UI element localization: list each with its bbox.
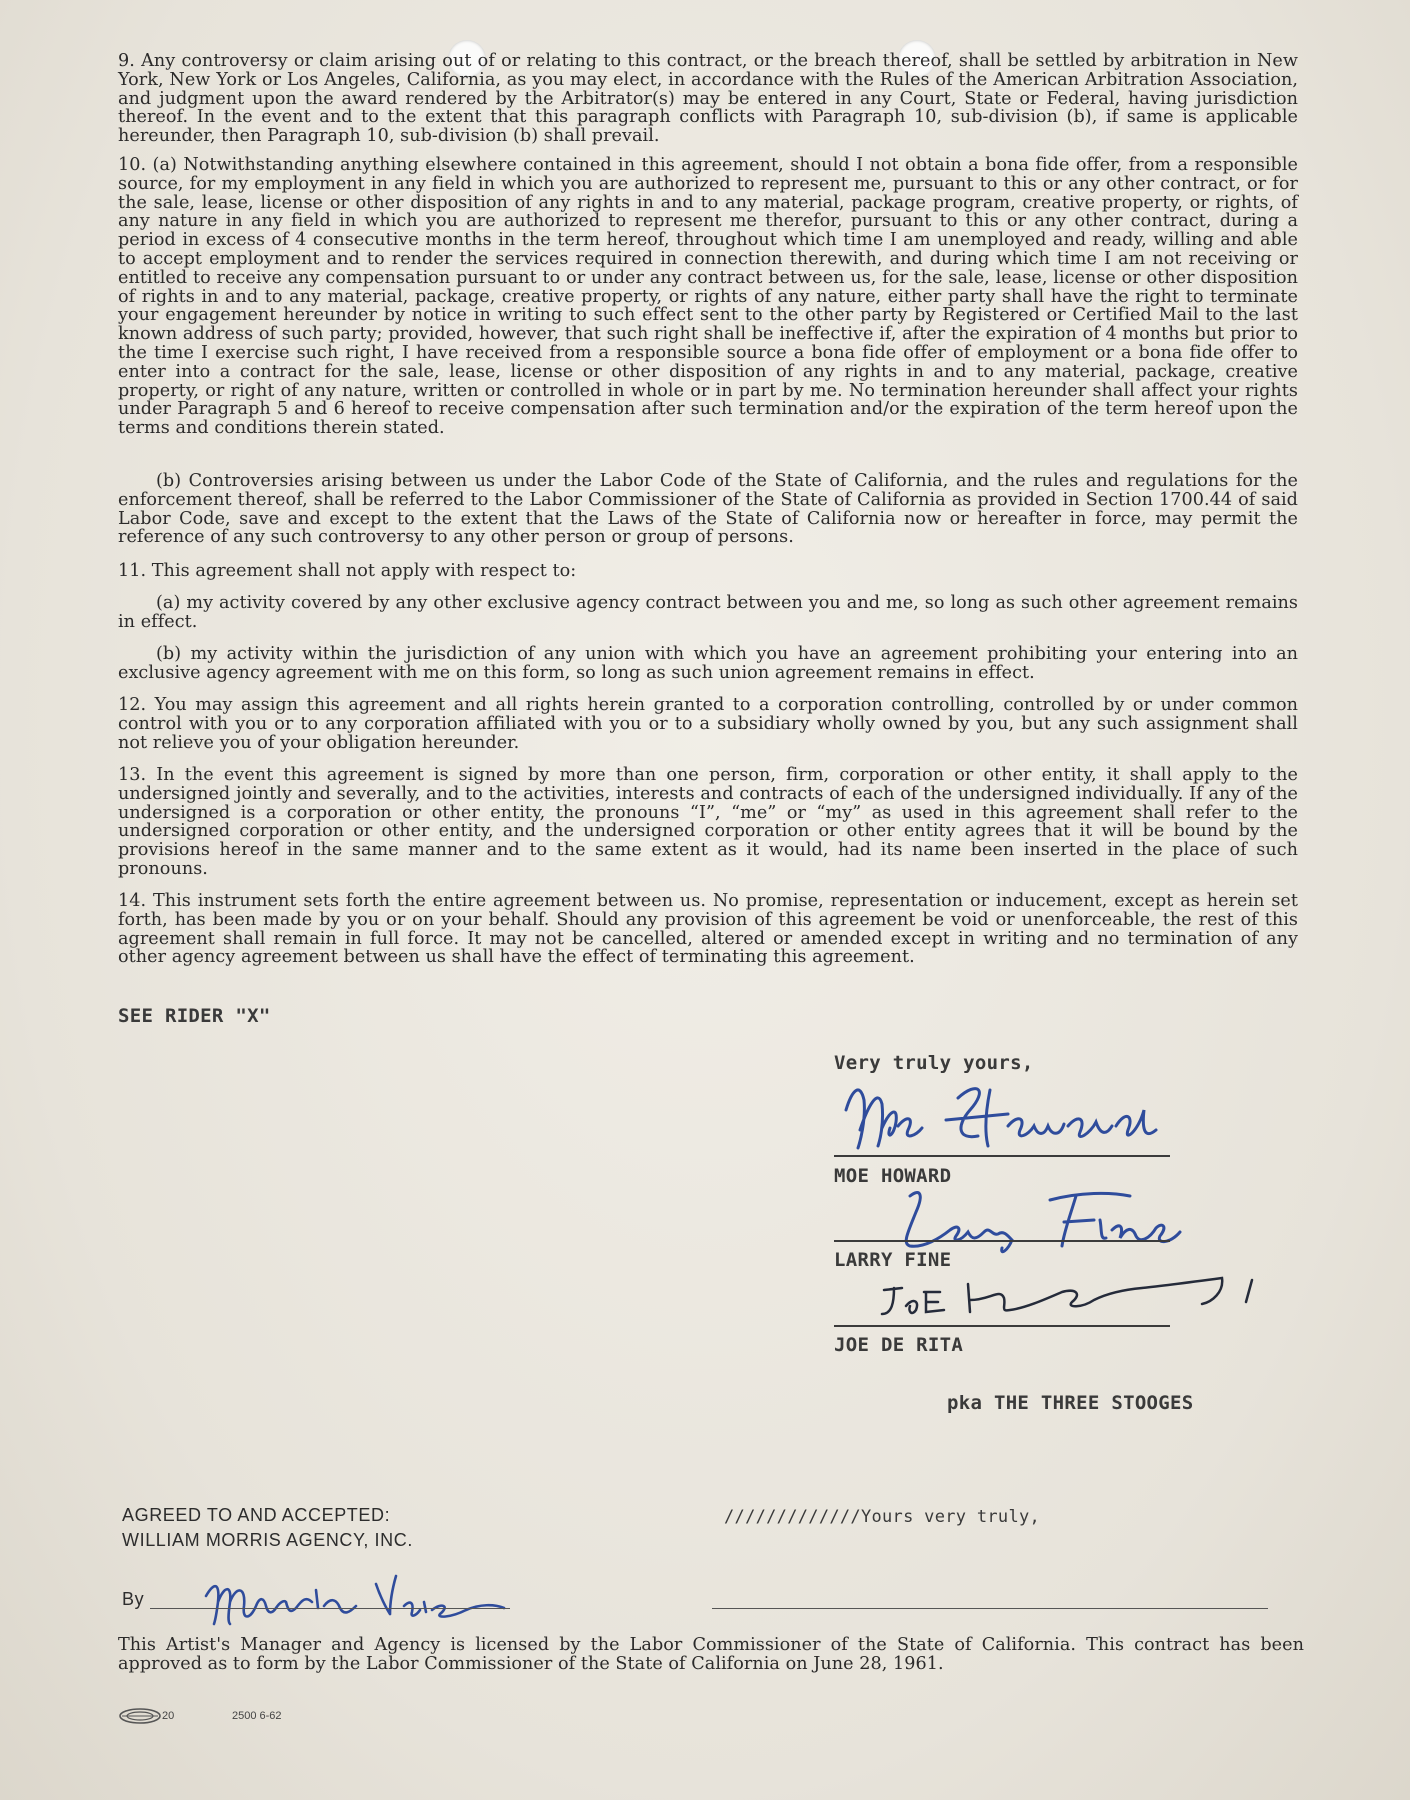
signature-line-1 [834, 1155, 1170, 1157]
agency-signature-line [150, 1608, 510, 1609]
rider-note: SEE RIDER "X" [118, 1005, 271, 1027]
by-label: By [122, 1589, 145, 1609]
signer-name-2: LARRY FINE [834, 1249, 952, 1271]
struck-closing: /////////////Yours very truly, [724, 1507, 1041, 1527]
closing-salutation: Very truly yours, [834, 1052, 1034, 1074]
paragraph-11a: (a) my activity covered by any other exclusive agency contract between you and me, so long as such other agreement remains in effect. [118, 593, 1298, 632]
license-statement: This Artist's Manager and Agency is licensed by the Labor Commissioner of the State of California. This contract has been approved as to form by the Labor Commissioner of the State of California on June 28, 1961. [118, 1635, 1304, 1674]
signature-agency-representative [200, 1562, 510, 1636]
agency-name: WILLIAM MORRIS AGENCY, INC. [122, 1530, 413, 1550]
signature-moe-howard [838, 1070, 1168, 1164]
paragraph-11b: (b) my activity within the jurisdiction of any union with which you have an agreement prohibiting your entering into an exclusive agency agreement with me on this form, so long as such union agreement remains in effect. [118, 644, 1298, 683]
print-code: 2500 6-62 [232, 1710, 282, 1722]
form-number: 20 [162, 1710, 175, 1722]
paragraph-14: 14. This instrument sets forth the entire agreement between us. No promise, representation or inducement, except as herein set forth, has been made by you or on your behalf. Should any provision of this agreement be void or unenforceable, the rest of this agreement shall remain in full force. It may not be cancelled, altered or amended except in writing and no termination of any other agency agreement between us shall have the effect of terminating this agreement. [118, 891, 1298, 968]
union-bug-icon [118, 1707, 162, 1725]
signature-line-3 [834, 1325, 1170, 1327]
paragraph-11: 11. This agreement shall not apply with respect to: [118, 561, 577, 581]
artist-signature-line [712, 1608, 1268, 1609]
union-label [118, 1707, 162, 1728]
paragraph-10b: (b) Controversies arising between us under the Labor Code of the State of California, and the rules and regulations for the enforcement thereof, shall be referred to the Labor Commissioner of the State of California as provided in Section 1700.44 of said Labor Code, save and except to the extent that the Laws of the State of California now or hereafter in force, may permit the reference of any such controversy to any other person or group of persons. [118, 471, 1298, 548]
signature-line-2 [834, 1240, 1170, 1242]
signer-name-1: MOE HOWARD [834, 1165, 952, 1187]
paragraph-13: 13. In the event this agreement is signed by more than one person, firm, corporation or other entity, it shall apply to the undersigned jointly and severally, and to the activities, interests and contracts of each of the undersigned individually. If any of the undersigned is a corporation or other entity, the pronouns “I”, “me” or “my” as used in this agreement shall refer to the undersigned corporation or other entity, and the undersigned corporation or other entity agrees that it will be bound by the provisions hereof in the same manner and to the same extent as it would, had its name been inserted in the place of such pronouns. [118, 765, 1298, 879]
paragraph-9: 9. Any controversy or claim arising out of or relating to this contract, or the breach thereof, shall be settled by arbitration in New York, New York or Los Angeles, California, as you may elect, in accordance with the Rules of the American Arbitration Association, and judgment upon the award rendered by the Arbitrator(s) may be entered in any Court, State or Federal, having jurisdiction thereof. In the event and to the extent that this paragraph conflicts with Paragraph 10, sub-division (b), if same is applicable hereunder, then Paragraph 10, sub-division (b) shall prevail. [118, 51, 1298, 147]
signer-name-3: JOE DE RITA [834, 1334, 964, 1356]
paragraph-12: 12. You may assign this agreement and all rights herein granted to a corporation controlling, controlled by or under common control with you or to any corporation affiliated with you or to a subsidiary wholly owned by you, but any such assignment shall not relieve you of your obligation hereunder. [118, 695, 1298, 753]
accepted-heading: AGREED TO AND ACCEPTED: [122, 1505, 391, 1525]
paragraph-10a: 10. (a) Notwithstanding anything elsewhere contained in this agreement, should I not obtain a bona fide offer, from a responsible source, for my employment in any field in which you are authorized to represent me, pursuant to this or any other contract, or for the sale, lease, license or other disposition of any rights in and to any material, package program, creative property, or rights, of any nature in any field in which you are authorized to represent me therefor, pursuant to this or any other contract, during a period in excess of 4 consecutive months in the term hereof, throughout which time I am unemployed and ready, willing and able to accept employment and to render the services required in connection therewith, and during which time I am not receiving or entitled to receive any compensation pursuant to or under any contract between us, for the sale, lease, license or other disposition of rights in and to any material, package, creative property, or rights of any nature, either party shall have the right to terminate your engagement hereunder by notice in writing to such effect sent to the other party by Registered or Certified Mail to the last known address of such party; provided, however, that such right shall be ineffective if, after the expiration of 4 months but prior to the time I exercise such right, I have received from a responsible source a bona fide offer of employment or a bona fide offer to enter into a contract for the sale, lease, license or other disposition of any rights in and to any material, package, creative property, or right of any nature, written or controlled in whole or in part by me. No termination hereunder shall affect your rights under Paragraph 5 and 6 hereof to receive compensation after such termination and/or the expiration of the term hereof upon the terms and conditions therein stated. [118, 155, 1298, 439]
professional-name: pka THE THREE STOOGES [947, 1392, 1194, 1414]
